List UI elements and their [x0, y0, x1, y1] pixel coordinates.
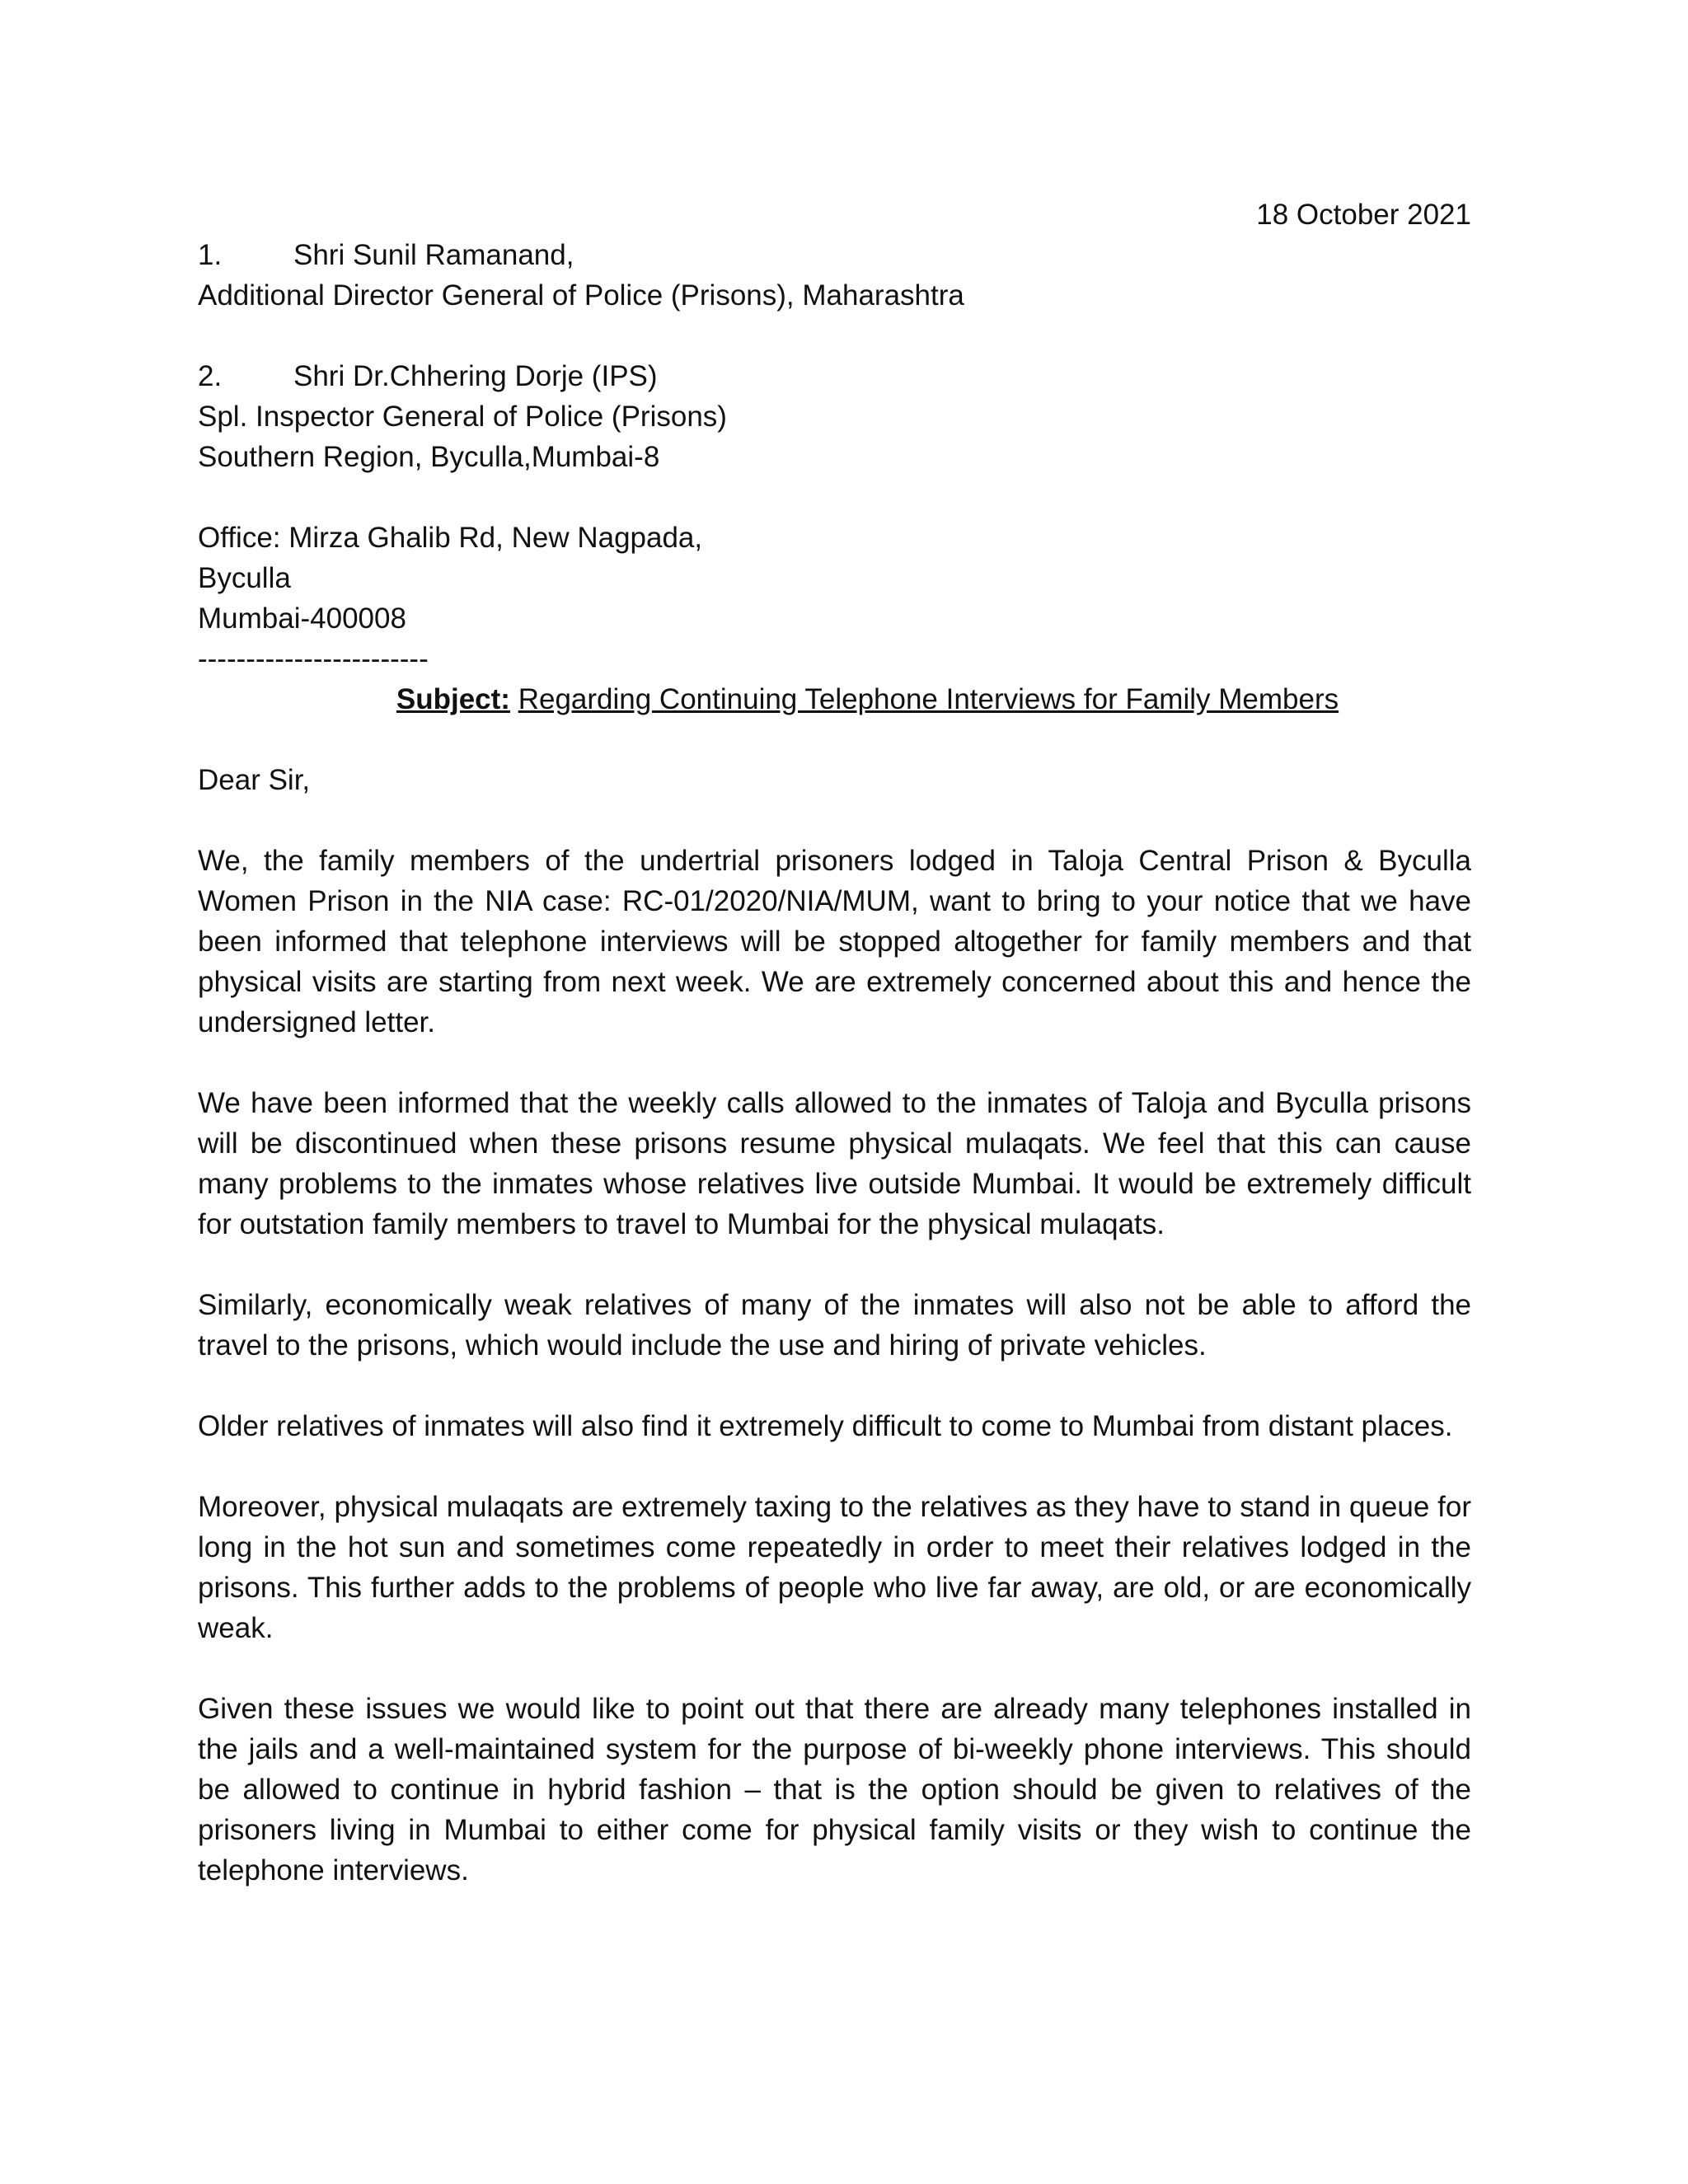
- separator-line: ------------------------: [198, 643, 429, 675]
- spacer: [198, 800, 1471, 841]
- paragraph-1: We, the family members of the undertrial prisoners lodged in Taloja Central Prison & Byculla Women Prison in the NIA case: RC-01/2020/NIA/MUM, want to bring to your notice that we have been informed that telephone interviews will be stopped altogether for family members and that physical visits are starting from next week. We are extremely concerned about this and hence the undersigned letter.: [198, 845, 1471, 1038]
- paragraph-3: Similarly, economically weak relatives of many of the inmates will also not be able to afford the travel to the prisons, which would include the use and hiring of private vehicles.: [198, 1289, 1471, 1361]
- subject-text: Regarding Continuing Telephone Interviews for Family Members: [518, 683, 1339, 715]
- spacer: [198, 1244, 1471, 1285]
- spacer: [198, 316, 1471, 356]
- salutation: Dear Sir,: [198, 764, 311, 796]
- spacer: [198, 719, 1471, 760]
- spacer: [198, 477, 1471, 518]
- recipient-2-name: Shri Dr.Chhering Dorje (IPS): [293, 360, 658, 392]
- paragraph-5: Moreover, physical mulaqats are extremely taxing to the relatives as they have to stand in queue for long in the hot sun and sometimes come repeatedly in order to meet their relatives lodged in the prisons. This further adds to the problems of people who live far away, are old, or are economically weak.: [198, 1491, 1471, 1644]
- recipient-2-name-line: [198, 356, 1471, 396]
- recipient-1-designation: Additional Director General of Police (Prisons), Maharashtra: [198, 279, 964, 312]
- recipient-1-number: 1.: [198, 239, 223, 271]
- spacer: [198, 1043, 1471, 1083]
- recipient-2-designation: Spl. Inspector General of Police (Prisons): [198, 401, 727, 433]
- recipient-2-number: 2.: [198, 360, 223, 392]
- spacer: [198, 1446, 1471, 1487]
- paragraph-4: Older relatives of inmates will also find it extremely difficult to come to Mumbai from distant places.: [198, 1410, 1453, 1442]
- office-address-line-2: Byculla: [198, 562, 291, 594]
- paragraph-2: We have been informed that the weekly calls allowed to the inmates of Taloja and Byculla prisons will be discontinued when these prisons resume physical mulaqats. We feel that this can cause many problems to the inmates whose relatives live outside Mumbai. It would be extremely difficult for outstation family members to travel to Mumbai for the physical mulaqats.: [198, 1087, 1471, 1240]
- letter-content: [198, 194, 1471, 1891]
- spacer: [198, 1648, 1471, 1689]
- recipient-2-region: Southern Region, Byculla,Mumbai-8: [198, 441, 660, 473]
- subject-label: Subject:: [396, 683, 510, 715]
- paragraph-6: Given these issues we would like to point out that there are already many telephones installed in the jails and a well-maintained system for the purpose of bi-weekly phone interviews. This should be allowed to continue in hybrid fashion – that is the option should be given to relatives of the prisoners living in Mumbai to either come for physical family visits or they wish to continue the telephone interviews.: [198, 1693, 1471, 1886]
- spacer: [198, 1366, 1471, 1406]
- letter-date: 18 October 2021: [1256, 199, 1471, 231]
- office-address-line-1: Office: Mirza Ghalib Rd, New Nagpada,: [198, 522, 703, 554]
- office-address-line-3: Mumbai-400008: [198, 602, 406, 635]
- subject-line: [198, 679, 1471, 719]
- recipient-1-name-line: [198, 235, 1471, 275]
- recipient-1-name: Shri Sunil Ramanand,: [293, 239, 574, 271]
